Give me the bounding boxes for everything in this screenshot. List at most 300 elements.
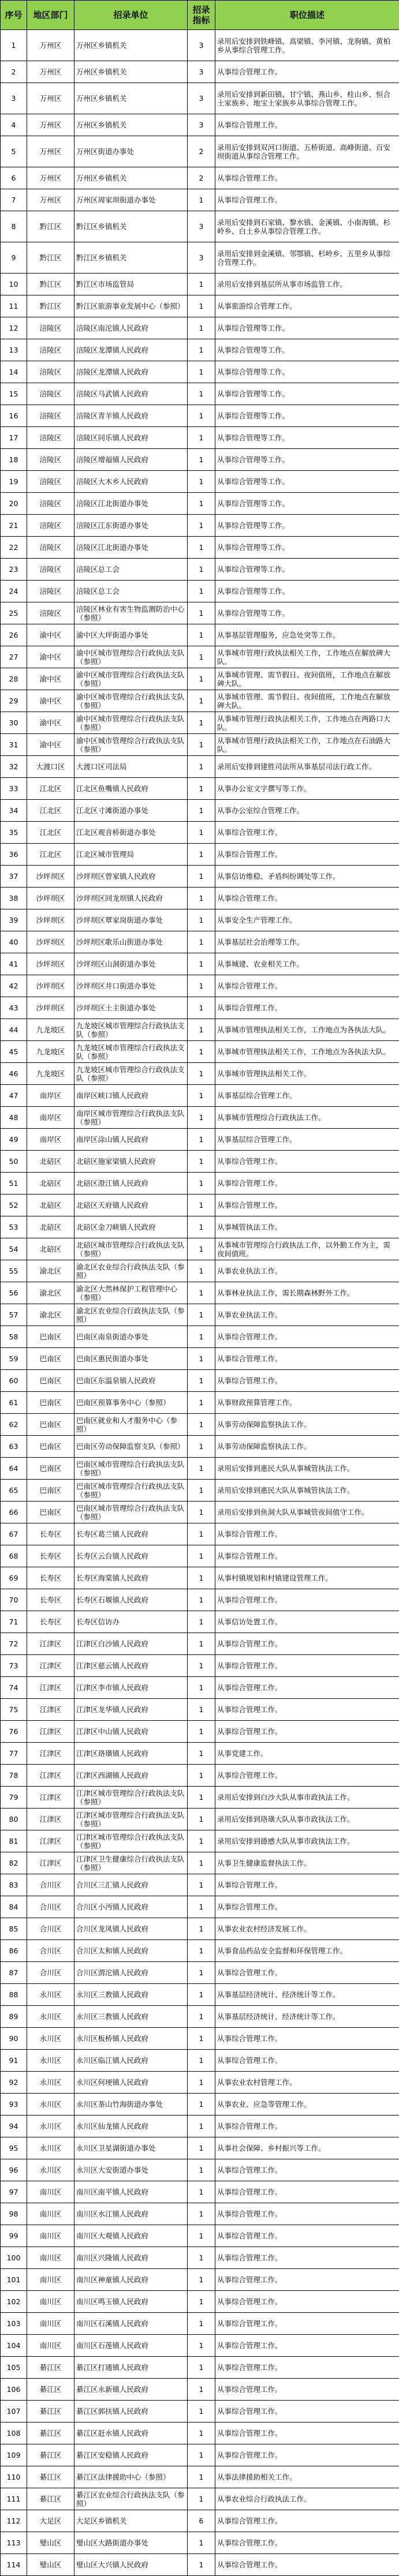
table-row [1, 822, 399, 844]
row-index: 56 [1, 1282, 27, 1304]
table-row [1, 2094, 399, 2116]
row-index: 69 [1, 1567, 27, 1589]
row-description: 从事综合管理工作。 [215, 844, 399, 866]
row-description: 从事旅游综合管理工作。 [215, 295, 399, 317]
row-quota: 1 [188, 1392, 215, 1414]
table-row [1, 2466, 399, 2488]
table-row [1, 1721, 399, 1743]
row-description: 从事食品药品安全监督和环保管理工作。 [215, 1940, 399, 1962]
row-region: 江北区 [27, 778, 74, 800]
row-description: 从事卫生健康监督执法工作。 [215, 1852, 399, 1874]
row-region: 大足区 [27, 2510, 74, 2532]
row-description: 从事农业执法工作。 [215, 1260, 399, 1282]
row-quota: 1 [188, 1852, 215, 1874]
row-region: 巴南区 [27, 1392, 74, 1414]
row-quota: 1 [188, 1743, 215, 1765]
row-region: 九龙坡区 [27, 1041, 74, 1063]
row-quota: 1 [188, 2313, 215, 2335]
row-unit: 长寿区信访办 [74, 1611, 188, 1633]
row-unit: 永川区卫星湖街道办事处 [74, 2137, 188, 2159]
row-index: 77 [1, 1743, 27, 1765]
row-index: 27 [1, 646, 27, 668]
row-unit: 万州区乡镇机关 [74, 83, 188, 114]
row-description: 从事林业执法工作，需长期森林野外工作。 [215, 1282, 399, 1304]
table-row [1, 2247, 399, 2269]
row-unit: 綦江区永新镇人民政府 [74, 2379, 188, 2401]
row-region: 涪陵区 [27, 581, 74, 602]
row-unit: 黔江区乡镇机关 [74, 211, 188, 242]
row-quota: 1 [188, 383, 215, 405]
row-unit: 渝北区农业综合行政执法支队（参照） [74, 1260, 188, 1282]
row-unit: 涪陵区龙潭镇人民政府 [74, 361, 188, 383]
row-region: 江北区 [27, 800, 74, 822]
row-description: 从事综合管理等工作。 [215, 493, 399, 515]
row-description: 从事综合管理工作。 [215, 189, 399, 211]
row-region: 江津区 [27, 1809, 74, 1830]
row-index: 24 [1, 581, 27, 602]
table-row [1, 1787, 399, 1809]
row-region: 黔江区 [27, 274, 74, 295]
row-unit: 綦江区郭扶镇人民政府 [74, 2401, 188, 2423]
row-quota: 1 [188, 1655, 215, 1677]
row-unit: 南川区兴隆镇人民政府 [74, 2247, 188, 2269]
row-unit: 永川区茶山竹海街道办事处 [74, 2094, 188, 2116]
row-index: 65 [1, 1480, 27, 1502]
row-index: 10 [1, 274, 27, 295]
row-description: 从事村镇规划和村镇建设管理工作。 [215, 1567, 399, 1589]
row-description: 从事综合管理工作。 [215, 822, 399, 844]
row-quota: 1 [188, 975, 215, 997]
row-unit: 巴南区城市管理综合行政执法支队（参照） [74, 1480, 188, 1502]
row-unit: 涪陵区青羊镇人民政府 [74, 405, 188, 427]
row-description: 从事综合管理工作。 [215, 1545, 399, 1567]
row-unit: 北碚区城市管理综合行政执法支队（参照） [74, 1238, 188, 1260]
table-row [1, 1326, 399, 1348]
table-row [1, 1523, 399, 1545]
row-quota: 1 [188, 1041, 215, 1063]
table-row [1, 1699, 399, 1721]
table-row [1, 690, 399, 712]
row-quota: 1 [188, 1567, 215, 1589]
row-quota: 3 [188, 211, 215, 242]
row-description: 从事综合管理等工作。 [215, 361, 399, 383]
row-description: 从事综合管理工作。 [215, 2116, 399, 2137]
row-region: 江津区 [27, 1699, 74, 1721]
row-index: 107 [1, 2401, 27, 2423]
row-quota: 1 [188, 581, 215, 602]
table-row [1, 1940, 399, 1962]
table-row [1, 295, 399, 317]
row-index: 2 [1, 61, 27, 83]
row-description: 从事综合管理工作。 [215, 2269, 399, 2291]
row-index: 37 [1, 866, 27, 888]
table-row [1, 1830, 399, 1852]
row-description: 从事综合管理工作。 [215, 1523, 399, 1545]
table-row [1, 2357, 399, 2379]
row-quota: 2 [188, 136, 215, 167]
row-unit: 南川区大观镇人民政府 [74, 2225, 188, 2247]
row-unit: 南川区石莲镇人民政府 [74, 2335, 188, 2357]
row-quota: 1 [188, 1984, 215, 2006]
table-row [1, 405, 399, 427]
row-description: 从事综合管理工作。 [215, 2357, 399, 2379]
row-index: 83 [1, 1874, 27, 1896]
row-region: 巴南区 [27, 1414, 74, 1436]
row-quota: 1 [188, 778, 215, 800]
table-row [1, 1502, 399, 1523]
row-unit: 涪陵区同乐镇人民政府 [74, 427, 188, 449]
header-region: 地区部门 [27, 1, 74, 30]
row-quota: 2 [188, 167, 215, 189]
row-description: 从事法律援助相关工作。 [215, 2466, 399, 2488]
row-description: 从事综合管理工作。 [215, 2050, 399, 2072]
row-description: 从事综合管理等工作。 [215, 449, 399, 471]
row-index: 108 [1, 2423, 27, 2444]
row-unit: 渝中区城市管理综合行政执法支队（参照） [74, 712, 188, 734]
row-index: 36 [1, 844, 27, 866]
row-index: 89 [1, 2006, 27, 2028]
row-region: 綦江区 [27, 2488, 74, 2510]
row-region: 南川区 [27, 2269, 74, 2291]
row-unit: 綦江区安稳镇人民政府 [74, 2444, 188, 2466]
row-unit: 永川区何埂镇人民政府 [74, 2072, 188, 2094]
row-unit: 合川区三汇镇人民政府 [74, 1874, 188, 1896]
row-description: 从事综合管理等工作。 [215, 471, 399, 493]
row-index: 15 [1, 383, 27, 405]
row-quota: 1 [188, 2269, 215, 2291]
row-quota: 1 [188, 1765, 215, 1787]
row-quota: 1 [188, 2401, 215, 2423]
row-index: 12 [1, 317, 27, 339]
row-quota: 1 [188, 2050, 215, 2072]
row-description: 从事综合管理工作。 [215, 2159, 399, 2181]
table-row [1, 2313, 399, 2335]
table-row [1, 449, 399, 471]
row-index: 103 [1, 2313, 27, 2335]
table-row [1, 1545, 399, 1567]
row-quota: 1 [188, 866, 215, 888]
row-description: 从事农业执法工作。 [215, 1304, 399, 1326]
row-quota: 1 [188, 1896, 215, 1918]
row-region: 江北区 [27, 844, 74, 866]
row-region: 永川区 [27, 2006, 74, 2028]
row-region: 永川区 [27, 2050, 74, 2072]
row-quota: 1 [188, 1195, 215, 1216]
table-row [1, 471, 399, 493]
row-quota: 1 [188, 734, 215, 756]
table-row [1, 997, 399, 1019]
row-unit: 长寿区葛兰镇人民政府 [74, 1523, 188, 1545]
table-row [1, 1173, 399, 1195]
row-description: 录用后安排到德感大队从事市政执法工作。 [215, 1830, 399, 1852]
row-description: 从事城市管理、需节假日、夜间值班，工作地点在解放碑大队。 [215, 690, 399, 712]
row-index: 74 [1, 1677, 27, 1699]
row-description: 从事城市管理行政执法相关工作，工作地点在两路口大队。 [215, 712, 399, 734]
row-unit: 永川区仙龙镇人民政府 [74, 2116, 188, 2137]
row-region: 涪陵区 [27, 559, 74, 581]
row-region: 南川区 [27, 2203, 74, 2225]
row-region: 巴南区 [27, 1502, 74, 1523]
row-index: 52 [1, 1195, 27, 1216]
header-quota: 招录指标 [188, 1, 215, 30]
table-row [1, 383, 399, 405]
row-unit: 渝北区农业综合行政执法支队（参照） [74, 1304, 188, 1326]
row-quota: 1 [188, 931, 215, 953]
row-quota: 1 [188, 295, 215, 317]
row-unit: 涪陵区大木乡人民政府 [74, 471, 188, 493]
row-index: 30 [1, 712, 27, 734]
row-index: 19 [1, 471, 27, 493]
row-unit: 巴南区东温泉镇人民政府 [74, 1370, 188, 1392]
table-row [1, 189, 399, 211]
row-index: 90 [1, 2028, 27, 2050]
row-quota: 1 [188, 2028, 215, 2050]
row-index: 95 [1, 2137, 27, 2159]
row-index: 14 [1, 361, 27, 383]
row-quota: 1 [188, 1918, 215, 1940]
table-row [1, 1370, 399, 1392]
row-quota: 1 [188, 997, 215, 1019]
row-description: 从事综合管理工作。 [215, 2335, 399, 2357]
table-row [1, 1765, 399, 1787]
row-region: 江津区 [27, 1765, 74, 1787]
row-region: 南岸区 [27, 1107, 74, 1129]
row-index: 113 [1, 2532, 27, 2554]
row-region: 渝北区 [27, 1260, 74, 1282]
row-unit: 巴南区南泉街道办事处 [74, 1326, 188, 1348]
row-region: 永川区 [27, 2028, 74, 2050]
row-quota: 1 [188, 2094, 215, 2116]
row-quota: 1 [188, 2532, 215, 2554]
row-quota: 1 [188, 668, 215, 690]
row-quota: 1 [188, 1677, 215, 1699]
row-unit: 南川区鸣玉镇人民政府 [74, 2291, 188, 2313]
row-quota: 1 [188, 2072, 215, 2094]
row-region: 江津区 [27, 1743, 74, 1765]
row-index: 86 [1, 1940, 27, 1962]
row-region: 永川区 [27, 2116, 74, 2137]
row-region: 涪陵区 [27, 427, 74, 449]
row-index: 9 [1, 242, 27, 274]
row-index: 35 [1, 822, 27, 844]
row-description: 从事城市管理行政执法相关工作，工作地点在解放碑大队。 [215, 646, 399, 668]
row-unit: 璧山区大路街道办事处 [74, 2532, 188, 2554]
row-quota: 1 [188, 1019, 215, 1041]
row-description: 从事综合管理工作。 [215, 2028, 399, 2050]
row-description: 从事综合管理工作。 [215, 2401, 399, 2423]
row-unit: 长寿区海棠镇人民政府 [74, 1567, 188, 1589]
row-unit: 万州区乡镇机关 [74, 61, 188, 83]
row-unit: 江北区观音桥街道办事处 [74, 822, 188, 844]
row-index: 73 [1, 1655, 27, 1677]
row-region: 江津区 [27, 1852, 74, 1874]
row-region: 渝中区 [27, 668, 74, 690]
row-unit: 江津区珞璜镇人民政府 [74, 1743, 188, 1765]
table-row [1, 953, 399, 975]
row-index: 6 [1, 167, 27, 189]
table-row [1, 1216, 399, 1238]
row-region: 江北区 [27, 822, 74, 844]
row-region: 南川区 [27, 2225, 74, 2247]
row-unit: 涪陵区江北街道办事处 [74, 493, 188, 515]
table-row [1, 602, 399, 624]
row-unit: 九龙坡区城市管理综合行政执法支队（参照） [74, 1041, 188, 1063]
row-index: 58 [1, 1326, 27, 1348]
row-region: 黔江区 [27, 242, 74, 274]
row-quota: 1 [188, 822, 215, 844]
row-quota: 1 [188, 2225, 215, 2247]
row-region: 沙坪坝区 [27, 909, 74, 931]
row-region: 南川区 [27, 2181, 74, 2203]
row-region: 綦江区 [27, 2466, 74, 2488]
row-unit: 万州区周家坝街道办事处 [74, 189, 188, 211]
row-unit: 北碚区澄江镇人民政府 [74, 1173, 188, 1195]
row-region: 渝中区 [27, 712, 74, 734]
row-unit: 合川区龙凤镇人民政府 [74, 1918, 188, 1940]
table-row [1, 1655, 399, 1677]
table-row [1, 1129, 399, 1151]
row-index: 71 [1, 1611, 27, 1633]
row-index: 31 [1, 734, 27, 756]
row-index: 104 [1, 2335, 27, 2357]
row-index: 96 [1, 2159, 27, 2181]
row-quota: 3 [188, 83, 215, 114]
row-index: 42 [1, 975, 27, 997]
row-unit: 涪陵区总工会 [74, 581, 188, 602]
row-unit: 渝中区城市管理综合行政执法支队（参照） [74, 668, 188, 690]
table-row [1, 361, 399, 383]
row-index: 33 [1, 778, 27, 800]
row-description: 从事基层综合管理工作。 [215, 1129, 399, 1151]
table-row [1, 2269, 399, 2291]
row-unit: 永川区三教镇人民政府 [74, 1984, 188, 2006]
table-row [1, 2532, 399, 2554]
row-quota: 1 [188, 1874, 215, 1896]
row-unit: 巴南区城市管理综合行政执法支队（参照） [74, 1458, 188, 1480]
row-index: 63 [1, 1436, 27, 1458]
row-region: 綦江区 [27, 2423, 74, 2444]
row-description: 录用后安排到金溪镇、邻鄂镇、杉岭乡、五里乡从事综合管理工作。 [215, 242, 399, 274]
row-quota: 1 [188, 1436, 215, 1458]
row-unit: 北碚区天府镇人民政府 [74, 1195, 188, 1216]
row-region: 渝北区 [27, 1282, 74, 1304]
row-unit: 万州区乡镇机关 [74, 30, 188, 61]
row-quota: 1 [188, 712, 215, 734]
row-quota: 1 [188, 449, 215, 471]
row-index: 41 [1, 953, 27, 975]
row-unit: 江北区城市管理局 [74, 844, 188, 866]
row-region: 沙坪坝区 [27, 997, 74, 1019]
row-index: 38 [1, 888, 27, 909]
row-index: 93 [1, 2094, 27, 2116]
row-description: 从事综合管理工作。 [215, 1348, 399, 1370]
row-index: 99 [1, 2225, 27, 2247]
row-unit: 渝中区城市管理综合行政执法支队（参照） [74, 646, 188, 668]
row-quota: 1 [188, 1830, 215, 1852]
row-index: 45 [1, 1041, 27, 1063]
row-region: 涪陵区 [27, 405, 74, 427]
row-index: 72 [1, 1633, 27, 1655]
row-quota: 1 [188, 339, 215, 361]
row-quota: 1 [188, 471, 215, 493]
row-region: 南岸区 [27, 1129, 74, 1151]
table-row [1, 2006, 399, 2028]
row-description: 录用后安排到双河口街道、五桥街道、高峰街道、百安坝街道从事综合管理工作。 [215, 136, 399, 167]
row-quota: 1 [188, 1502, 215, 1523]
row-unit: 綦江区农业综合行政执法支队（参照） [74, 2488, 188, 2510]
row-unit: 渝北区大然林保护工程管理中心（参照） [74, 1282, 188, 1304]
row-region: 璧山区 [27, 2554, 74, 2576]
row-index: 34 [1, 800, 27, 822]
row-unit: 巴南区就业和人才服务中心（参照） [74, 1414, 188, 1436]
row-unit: 江津区李市镇人民政府 [74, 1677, 188, 1699]
row-region: 大渡口区 [27, 756, 74, 778]
row-region: 南川区 [27, 2335, 74, 2357]
row-index: 55 [1, 1260, 27, 1282]
row-region: 万州区 [27, 61, 74, 83]
table-row [1, 1260, 399, 1282]
row-quota: 1 [188, 690, 215, 712]
row-quota: 1 [188, 1151, 215, 1173]
row-description: 从事城建、农业相关工作。 [215, 953, 399, 975]
row-description: 从事农业农村管理工作。 [215, 2072, 399, 2094]
row-description: 从事综合管理工作。 [215, 888, 399, 909]
row-region: 长寿区 [27, 1611, 74, 1633]
table-row [1, 1282, 399, 1304]
table-row [1, 167, 399, 189]
row-description: 从事城市管理执法相关工作，工作地点为各执法大队。 [215, 1019, 399, 1041]
row-quota: 1 [188, 2181, 215, 2203]
table-row [1, 1809, 399, 1830]
row-region: 涪陵区 [27, 602, 74, 624]
row-description: 从事农业农村经济发展工作。 [215, 1918, 399, 1940]
row-region: 渝中区 [27, 690, 74, 712]
row-region: 万州区 [27, 30, 74, 61]
row-quota: 1 [188, 2444, 215, 2466]
row-index: 4 [1, 114, 27, 136]
row-description: 录用后安排到惠民大队从事城管执法工作。 [215, 1480, 399, 1502]
row-index: 28 [1, 668, 27, 690]
row-region: 长寿区 [27, 1545, 74, 1567]
row-description: 从事城市管理行政执法相关工作，工作地点在石油路大队。 [215, 734, 399, 756]
table-row [1, 559, 399, 581]
row-quota: 1 [188, 800, 215, 822]
row-quota: 1 [188, 1304, 215, 1326]
row-description: 从事综合管理工作。 [215, 2423, 399, 2444]
row-description: 从事综合管理等工作。 [215, 537, 399, 559]
table-row [1, 317, 399, 339]
row-index: 50 [1, 1151, 27, 1173]
table-row [1, 866, 399, 888]
row-unit: 九龙坡区城市管理综合行政执法支队（参照） [74, 1063, 188, 1085]
row-unit: 渝中区城市管理综合行政执法支队（参照） [74, 734, 188, 756]
row-index: 54 [1, 1238, 27, 1260]
row-region: 北碚区 [27, 1216, 74, 1238]
table-row [1, 1304, 399, 1326]
row-description: 从事劳动保障监察执法工作。 [215, 1436, 399, 1458]
row-quota: 3 [188, 61, 215, 83]
row-region: 渝北区 [27, 1304, 74, 1326]
table-row [1, 624, 399, 646]
row-quota: 1 [188, 1589, 215, 1611]
row-region: 北碚区 [27, 1238, 74, 1260]
row-region: 涪陵区 [27, 537, 74, 559]
row-unit: 江北区寸滩街道办事处 [74, 800, 188, 822]
table-row [1, 1063, 399, 1085]
row-description: 从事综合管理工作。 [215, 2247, 399, 2269]
row-description: 录用后安排到建胜司法所从事基层司法行政工作。 [215, 756, 399, 778]
row-index: 43 [1, 997, 27, 1019]
